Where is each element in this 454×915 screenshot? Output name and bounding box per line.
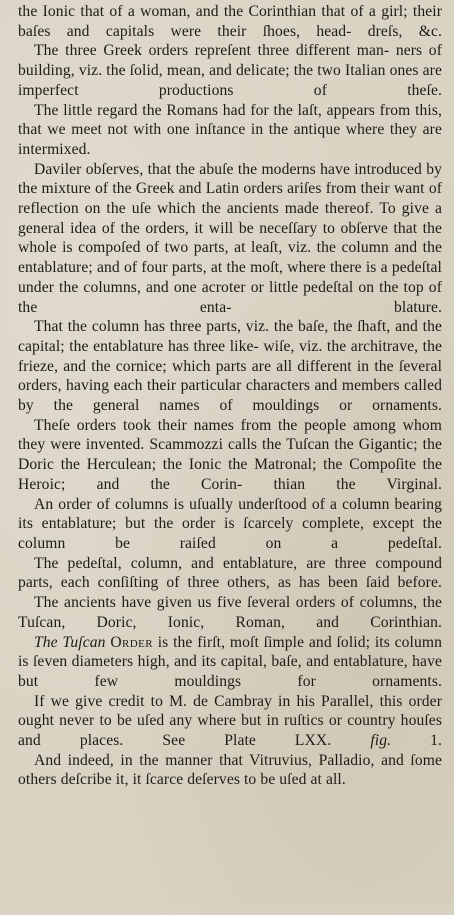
text-line: the Gigantic; the Doric the Herculean; the Ionic the xyxy=(18,436,442,474)
paragraph-10 xyxy=(18,633,442,692)
text-line: compound parts, each conſiſting of three others, as has xyxy=(18,554,442,592)
paragraph-6 xyxy=(18,416,442,495)
text-line: If we give credit to M. de Cambray in his Parallel, xyxy=(34,692,374,710)
text-line: and entablature, have but few mouldings for ornaments. xyxy=(18,653,442,690)
text-line: And indeed, in the manner that Vitruvius, Palladio, xyxy=(34,751,375,769)
text-line: is the firſt, moſt ſimple and ſolid; xyxy=(152,633,371,651)
text-line: two Italian ones are imperfect productions of theſe. xyxy=(18,62,442,99)
text-line: columns, the Tuſcan, Doric, Ionic, Roman, and xyxy=(18,594,442,631)
text-line: at all. xyxy=(310,771,346,789)
text-line: The little regard the Romans had for the laſt, appears xyxy=(34,101,375,119)
text-line: An order of columns is uſually underſtood of a xyxy=(34,495,338,513)
paragraph-1 xyxy=(18,2,442,41)
text-line: introduced by the mixture of the Greek and Latin xyxy=(18,160,442,198)
text-line: or country houſes and places. See Plate LXX. xyxy=(18,712,442,750)
figure-reference: fig. xyxy=(370,732,392,750)
text-line: Matronal; the Compoſite the Heroic; and the Corin- xyxy=(18,456,442,493)
text-line: column bearing its entablature; but the order is ſcarcely xyxy=(18,495,442,533)
text-line: each their particular characters and members called by xyxy=(18,377,443,415)
text-line: That the column has three parts, viz. the baſe, the xyxy=(34,318,353,336)
text-line: Theſe orders took their names from the people among xyxy=(34,416,396,434)
text-line: Corinthian. xyxy=(370,613,442,631)
text-line: which parts are all different in the ſeveral orders, having xyxy=(18,357,442,395)
text-line: the general names of mouldings or ornaments. xyxy=(53,397,443,415)
paragraph-8 xyxy=(18,554,442,593)
text-line: orders ariſes from their want of reflection on the uſe xyxy=(18,180,443,218)
page-edge-shadow xyxy=(0,901,454,915)
text-line: antique where they are intermixed. xyxy=(18,121,442,158)
text-line: The three Greek orders repreſent three different man- xyxy=(34,42,390,60)
text-line: this order ought never to be uſed any where but in ruſtics xyxy=(18,692,442,730)
text-line: column and the entablature; and of four parts, at the xyxy=(18,239,442,277)
text-line: ners of building, viz. the ſolid, mean, and delicate; the xyxy=(18,42,442,80)
smallcaps-lead: Order xyxy=(110,633,153,651)
text-line: which the ancients made thereof. To give a general xyxy=(18,200,442,237)
text-line: wiſe, viz. the architrave, the frieze, and the cornice; xyxy=(18,337,442,375)
text-line: the whole is compoſed of two parts, at leaſt, viz. the xyxy=(18,219,443,257)
text-line: whom they were invented. Scammozzi calls the Tuſcan xyxy=(18,416,443,454)
text-line: the Ionic that of a woman, and the Corinthian that of a xyxy=(18,3,376,20)
paragraph-5 xyxy=(18,317,442,416)
text-line: been ſaid before. xyxy=(328,574,442,592)
text-line: Daviler obſerves, that the abuſe the moderns have xyxy=(34,160,350,178)
text-line: blature. xyxy=(394,298,443,316)
text-line: ſhaft, and the capital; the entablature has three like- xyxy=(18,318,442,355)
text-line: The pedeſtal, column, and entablature, are three xyxy=(34,554,367,572)
text-line: complete, except the column be raiſed on a pedeſtal. xyxy=(18,515,442,552)
figure-number: 1. xyxy=(391,732,443,750)
paragraph-11 xyxy=(18,692,442,751)
text-line: and ſome others deſcribe it, it ſcarce deſerves to be uſed xyxy=(18,751,443,789)
text-line: The ancients have given us five ſeveral orders of xyxy=(34,594,355,612)
text-line: girl; their baſes and capitals were their ſhoes, head- xyxy=(18,3,443,40)
paragraph-2 xyxy=(18,41,442,100)
text-line: idea of the orders, it will be neceſſary to obſerve that xyxy=(70,219,418,237)
text-line: its column is ſeven diameters high, and its capital, baſe, xyxy=(18,633,443,671)
paragraph-12 xyxy=(18,751,442,790)
italic-lead: The Tuſcan xyxy=(34,633,106,651)
text-line: from this, that we meet not with one inſtance in the xyxy=(18,101,443,139)
text-line: dreſs, &c. xyxy=(367,22,443,40)
text-line: thian the Virginal. xyxy=(273,475,443,493)
paragraph-4 xyxy=(18,160,442,318)
text-line: moſt, where there is a pedeſtal under the columns, and xyxy=(18,259,442,296)
text-line: one acroter or little pedeſtal on the top of the enta- xyxy=(18,278,442,316)
paragraph-3 xyxy=(18,101,442,160)
paragraph-7 xyxy=(18,495,442,554)
paragraph-9 xyxy=(18,593,442,632)
